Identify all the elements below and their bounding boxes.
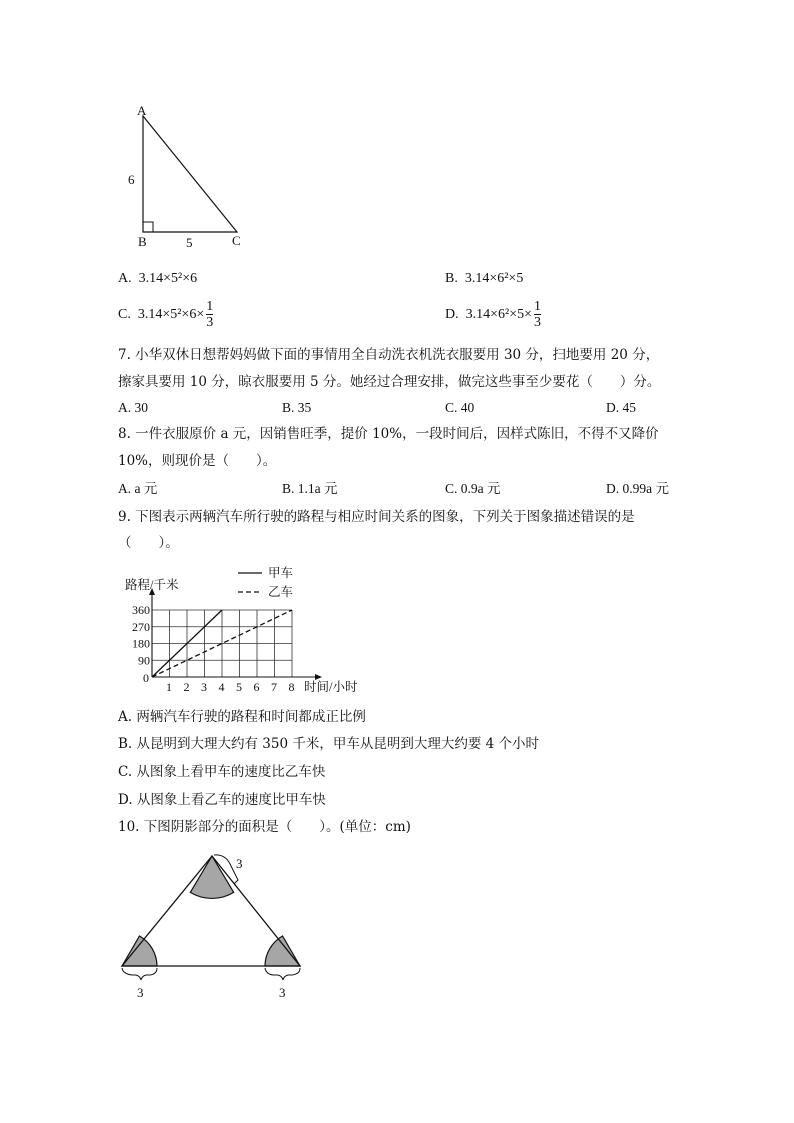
fraction-numerator: 1 <box>206 299 214 314</box>
y-tick-label: 270 <box>132 619 150 634</box>
chart-tick-labels <box>132 603 295 694</box>
brace-right <box>265 968 300 980</box>
x-tick-label: 0 <box>143 671 149 685</box>
q9-option-a[interactable]: A. 两辆汽车行驶的路程和时间都成正比例 <box>118 709 366 725</box>
triangle-outline <box>143 116 237 232</box>
q8-option-a[interactable]: A. a 元 <box>118 481 158 496</box>
q6-option-c[interactable] <box>118 300 213 330</box>
q7-option-d[interactable]: D. 45 <box>606 400 636 415</box>
x-tick-label: 5 <box>236 680 242 694</box>
option-letter: B. <box>445 271 458 286</box>
vertex-a-label: A <box>137 103 147 118</box>
fraction-denominator: 3 <box>534 315 542 330</box>
option-letter: C. <box>118 307 131 323</box>
x-tick-label: 8 <box>288 680 295 694</box>
q9-option-c[interactable]: C. 从图象上看甲车的速度比乙车快 <box>118 764 326 780</box>
fraction-one-third <box>206 300 213 330</box>
label-left-3: 3 <box>137 985 144 1000</box>
q8-option-b[interactable]: B. 1.1a 元 <box>282 481 338 496</box>
x-tick-label: 6 <box>253 680 260 694</box>
option-expression: 3.14×5²×6× <box>137 307 205 323</box>
q10-stem: 10. 下图阴影部分的面积是（ ）。(单位：cm) <box>118 819 411 835</box>
chart-legend <box>238 566 294 599</box>
option-letter: A. <box>118 271 132 286</box>
q7-stem-line1: 7. 小华双休日想帮妈妈做下面的事情用全自动洗衣机洗衣服要用 30 分，扫地要用 20 分， <box>118 347 660 363</box>
q8-stem-line2: 10%，则现价是（ ）。 <box>118 453 277 469</box>
y-axis-title: 路程/千米 <box>125 578 179 592</box>
q7-option-a[interactable]: A. 30 <box>118 400 148 415</box>
fraction-numerator: 1 <box>534 299 542 314</box>
brace-left <box>122 968 157 980</box>
q7-stem-line2: 擦家具要用 10 分，晾衣服要用 5 分。她经过合理安排，做完这些事至少要花（ ）分。 <box>118 374 661 390</box>
shaded-sector-top <box>190 856 233 898</box>
side-ab-label: 6 <box>128 172 135 187</box>
distance-time-chart <box>110 562 370 698</box>
fraction-denominator: 3 <box>206 315 214 330</box>
q6-option-d[interactable] <box>445 300 541 330</box>
option-letter: D. <box>445 307 459 323</box>
q8-option-c[interactable]: C. 0.9a 元 <box>445 481 501 496</box>
option-expression: 3.14×6²×5× <box>465 307 533 323</box>
q8-option-d[interactable]: D. 0.99a 元 <box>606 481 669 496</box>
q8-stem-line1: 8. 一件衣服原价 a 元，因销售旺季，提价 10%，一段时间后，因样式陈旧，不得不又降价 <box>118 426 659 442</box>
right-triangle-figure <box>120 100 260 252</box>
q9-option-b[interactable]: B. 从昆明到大理大约有 350 千米，甲车从昆明到大理大约要 4 个小时 <box>118 736 540 752</box>
x-tick-label: 2 <box>183 680 190 694</box>
x-tick-label: 7 <box>271 680 277 694</box>
x-axis-title: 时间/小时 <box>304 680 358 694</box>
y-tick-label: 180 <box>132 636 150 651</box>
legend-label: 乙车 <box>268 585 294 599</box>
shaded-triangle-figure <box>110 846 320 1002</box>
q7-option-b[interactable]: B. 35 <box>282 400 312 415</box>
x-tick-label: 4 <box>218 680 225 694</box>
shaded-sector-right <box>265 936 300 966</box>
vertex-b-label: B <box>138 234 147 249</box>
option-expression: 3.14×6²×5 <box>464 271 524 286</box>
label-right-3: 3 <box>279 985 286 1000</box>
q6-option-b[interactable] <box>445 271 523 287</box>
side-bc-label: 5 <box>186 235 193 250</box>
right-angle-mark <box>143 222 153 232</box>
y-tick-label: 360 <box>132 603 150 617</box>
legend-label: 甲车 <box>268 566 294 580</box>
q9-stem-line2: （ ）。 <box>118 535 179 551</box>
label-top-3: 3 <box>236 856 243 871</box>
q6-option-a[interactable] <box>118 271 197 287</box>
option-expression: 3.14×5²×6 <box>138 271 198 286</box>
x-tick-label: 1 <box>166 680 172 694</box>
vertex-c-label: C <box>232 233 241 248</box>
x-tick-label: 3 <box>201 680 207 694</box>
fraction-one-third <box>534 300 541 330</box>
q9-stem-line1: 9. 下图表示两辆汽车所行驶的路程与相应时间关系的图象，下列关于图象描述错误的是 <box>118 509 635 525</box>
q9-option-d[interactable]: D. 从图象上看乙车的速度比甲车快 <box>118 792 326 808</box>
y-tick-label: 90 <box>138 653 150 668</box>
q7-option-c[interactable]: C. 40 <box>445 400 475 415</box>
shaded-sector-left <box>122 936 157 966</box>
